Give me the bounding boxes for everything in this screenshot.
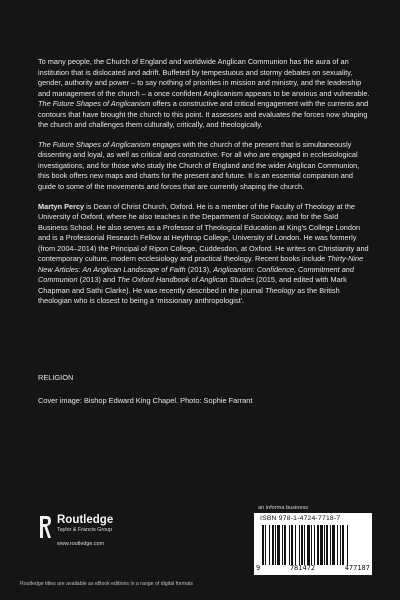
publisher-url[interactable]: www.routledge.com: [57, 541, 105, 547]
blurb: [38, 57, 370, 316]
author-name: Martyn Percy: [38, 201, 85, 211]
barcode: [254, 513, 372, 575]
informa-tagline: an informa business: [258, 505, 309, 511]
barcode-bars: [262, 525, 366, 565]
book-title: The Future Shapes of Anglicanism: [38, 139, 151, 149]
routledge-r-icon: [38, 514, 52, 540]
subject-category: RELIGION: [38, 373, 74, 382]
publisher-logo: [38, 514, 113, 547]
book-title: The Future Shapes of Anglicanism: [38, 99, 151, 109]
ebook-note: Routledge titles are available as eBook editions in a range of digital formats: [20, 581, 194, 587]
author-bio: Martyn Percy is Dean of Christ Church, Oxford. He is a member of the Faculty of Theology at the University of Oxford, where he also teaches in the Department of Sociology, and for the Saïd Business School. He also serves as a Professor of Theological Education at King's College London and is a Professorial Research Fellow at Heythrop College, University of London. He was formerly (from 2004–2014) the Principal of Ripon College, Cuddesdon, at Oxford. He writes on Christianity and contemporary culture, modern ecclesiology and practical theology. Recent books include Thirty-Nine New Articles: An Anglican Landscape of Faith (2013), Anglicanism: Confidence, Commitment and Communion (2013) and The Oxford Handbook of Anglican Studies (2015, and edited with Mark Chapman and Sathi Clarke). He was recently described in the journal Theology as the British theologian who is closest to being a 'missionary anthropologist'.: [38, 201, 369, 306]
publisher-name: Routledge: [57, 514, 114, 526]
publisher-group: Taylor & Francis Group: [57, 527, 113, 533]
cover-credit: Cover image: Bishop Edward King Chapel. Photo: Sophie Farrant: [38, 396, 253, 405]
isbn-label: ISBN 978-1-4724-7718-7: [260, 515, 341, 522]
blurb-paragraph-1: To many people, the Church of England and worldwide Anglican Communion has the aura of an institution that is dislocated and adrift. Buffeted by tempestuous and stormy debates on sexuality, gender, authority and power – to say nothing of priorities in mission and ministry, and the leadership and management of the church – a once confident Anglicanism appears to be anxious and vulnerable. The Future Shapes of Anglicanism offers a constructive and critical engagement with the currents and contours that have brought the church to this point. It assesses and evaluates the forces now shaping the church and challenges them culturally, critically, and theologically.: [38, 57, 370, 130]
blurb-paragraph-2: The Future Shapes of Anglicanism engages with the church of the present that is simultaneously dissenting and loyal, as well as critical and constructive. For all who are engaged in ecclesiological investigations, and for those who study the Church of England and the wider Anglican Communion, this book offers new maps and charts for the present and future. It is an essential companion and guide to some of the movements and forces that are currently shaping the church.: [38, 139, 360, 192]
ean-digits: 9 781472 477187: [256, 564, 370, 572]
